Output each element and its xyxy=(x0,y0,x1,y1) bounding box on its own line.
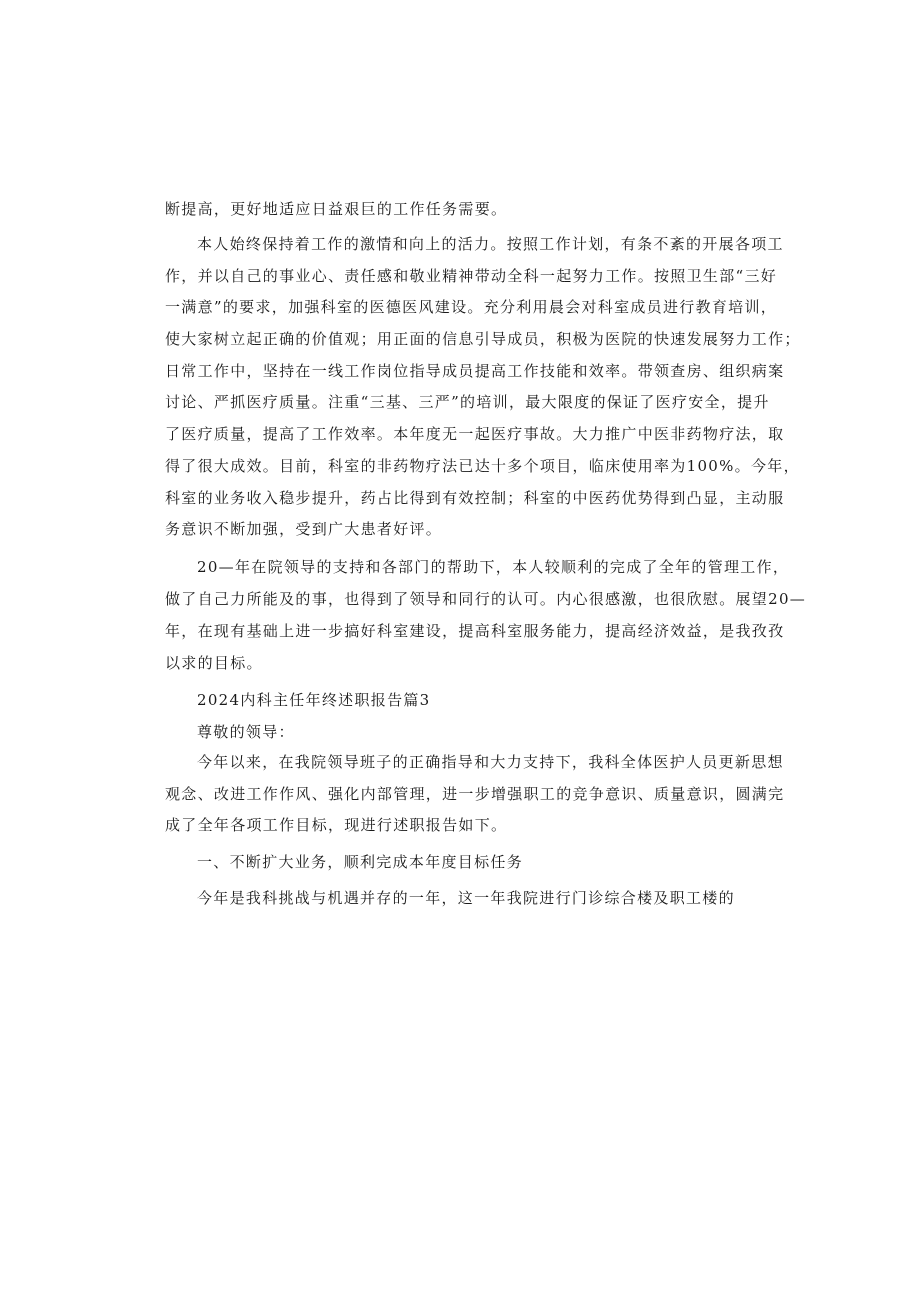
paragraph-line: 务意识不断加强，受到广大患者好评。 xyxy=(165,520,443,538)
paragraph-line: 了医疗质量，提高了工作效率。本年度无一起医疗事故。大力推广中医非药物疗法，取 xyxy=(165,425,785,443)
section-heading: 2024内科主任年终述职报告篇3 xyxy=(197,691,431,709)
paragraph-line: 观念、改进工作作风、强化内部管理，进一步增强职工的竞争意识、质量意识，圆满完 xyxy=(165,785,785,803)
paragraph-continuation: 断提高，更好地适应日益艰巨的工作任务需要。 xyxy=(165,200,508,218)
paragraph-line: 作，并以自己的事业心、责任感和敬业精神带动全科一起努力工作。按照卫生部“三好 xyxy=(165,267,778,285)
paragraph-line: 讨论、严抓医疗质量。注重“三基、三严”的培训，最大限度的保证了医疗安全，提升 xyxy=(165,393,770,411)
paragraph-line: 做了自己力所能及的事，也得到了领导和同行的认可。内心很感激，也很欣慰。展望20— xyxy=(165,590,807,608)
paragraph-line: 得了很大成效。目前，科室的非药物疗法已达十多个项目，临床使用率为100%。今年， xyxy=(165,457,800,475)
paragraph-line: 使大家树立起正确的价值观；用正面的信息引导成员，积极为医院的快速发展努力工作； xyxy=(165,330,801,348)
salutation: 尊敬的领导： xyxy=(197,723,295,741)
paragraph-line: 日常工作中，坚持在一线工作岗位指导成员提高工作技能和效率。带领查房、组织病案 xyxy=(165,362,785,380)
paragraph-line: 成了全年各项工作目标，现进行述职报告如下。 xyxy=(165,816,508,834)
paragraph-line: 20—年在院领导的支持和各部门的帮助下，本人较顺利的完成了全年的管理工作， xyxy=(197,558,790,576)
paragraph-line: 科室的业务收入稳步提升，药占比得到有效控制；科室的中医药优势得到凸显，主动服 xyxy=(165,489,785,507)
paragraph-line: 今年以来，在我院领导班子的正确指导和大力支持下，我科全体医护人员更新思想 xyxy=(197,753,784,771)
paragraph-line: 今年是我科挑战与机遇并存的一年，这一年我院进行门诊综合楼及职工楼的 xyxy=(197,889,735,907)
paragraph-line: 以求的目标。 xyxy=(165,654,263,672)
subsection-heading: 一、不断扩大业务，顺利完成本年度目标任务 xyxy=(197,853,524,871)
paragraph-line: 一满意”的要求，加强科室的医德医风建设。充分利用晨会对科室成员进行教育培训， xyxy=(165,298,778,316)
paragraph-line: 年，在现有基础上进一步搞好科室建设，提高科室服务能力，提高经济效益，是我孜孜 xyxy=(165,622,785,640)
paragraph-line: 本人始终保持着工作的激情和向上的活力。按照工作计划，有条不紊的开展各项工 xyxy=(197,235,784,253)
